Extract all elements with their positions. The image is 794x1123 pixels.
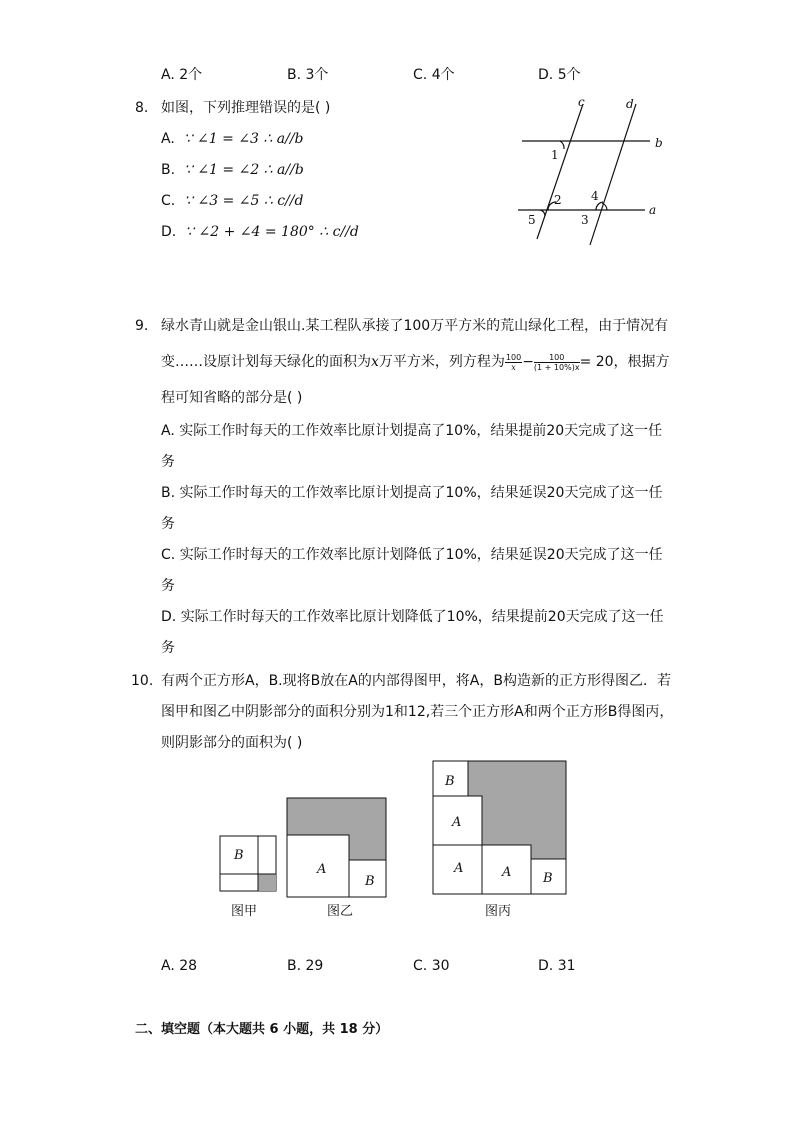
q9-line2: 变……设原计划每天绿化的面积为x万平方米，列方程为 $\frac{100}{x}$ − $\frac{100}{(1 + 10\%)x}$ = 20，根据方 <box>161 352 670 372</box>
figure-jia <box>219 835 279 893</box>
yi-label-b: B <box>365 874 375 889</box>
label-3: 3 <box>581 213 589 227</box>
q9-number: 9. <box>135 318 149 334</box>
yi-label-a: A <box>317 862 327 877</box>
bing-label-a3: A <box>502 865 512 880</box>
q10-option-c: C. 30 <box>413 958 450 974</box>
q8-stem: 如图，下列推理错误的是( ) <box>161 100 331 116</box>
jia-shaded-region <box>258 874 276 891</box>
label-a: a <box>649 203 657 217</box>
angle5-arc <box>540 210 545 216</box>
q9-option-a-cont: 务 <box>161 454 175 470</box>
bing-label-b2: B <box>543 871 553 886</box>
label-b: b <box>655 136 663 150</box>
q9-line1: 绿水青山就是金山银山.某工程队承接了100万平方米的荒山绿化工程，由于情况有 <box>161 318 669 334</box>
q9-option-c-cont: 务 <box>161 578 175 594</box>
q9-option-d: D. 实际工作时每天的工作效率比原计划降低了10%，结果提前20天完成了这一任 <box>161 609 664 625</box>
label-2: 2 <box>554 193 562 207</box>
q7-option-c: C. 4个 <box>413 67 455 83</box>
angle1-arc <box>560 141 564 149</box>
q9-option-d-cont: 务 <box>161 640 175 656</box>
q9-line3: 程可知省略的部分是( ) <box>161 390 303 406</box>
q10-number: 10. <box>131 673 154 689</box>
q8-option-b: B. ∵ ∠1 = ∠2 ∴ a//b <box>161 162 304 178</box>
q8-figure-parallel-lines <box>510 92 680 252</box>
bing-label-b1: B <box>445 774 455 789</box>
q10-line3: 则阴影部分的面积为( ) <box>161 735 303 751</box>
section2-title: 二、填空题（本大题共 6 小题，共 18 分） <box>135 1022 389 1037</box>
label-d: d <box>626 97 634 111</box>
q8-number: 8. <box>135 100 149 116</box>
caption-jia: 图甲 <box>231 904 258 919</box>
q9-option-b-cont: 务 <box>161 516 175 532</box>
q7-option-a: A. 2个 <box>161 67 203 83</box>
label-5: 5 <box>528 213 536 227</box>
q9-option-a: A. 实际工作时每天的工作效率比原计划提高了10%，结果提前20天完成了这一任 <box>161 423 663 439</box>
figure-yi <box>286 797 388 899</box>
q10-line1: 有两个正方形A，B.现将B放在A的内部得图甲，将A，B构造新的正方形得图乙．若 <box>161 673 671 689</box>
label-1: 1 <box>551 148 559 162</box>
q10-option-a: A. 28 <box>161 958 198 974</box>
line-d <box>590 104 636 245</box>
q10-option-d: D. 31 <box>538 958 576 974</box>
q9-option-c: C. 实际工作时每天的工作效率比原计划降低了10%，结果延误20天完成了这一任 <box>161 547 663 563</box>
q7-option-b: B. 3个 <box>287 67 329 83</box>
q9-fraction-2: $\frac{100}{(1 + 10\%)x}$ <box>533 352 580 372</box>
caption-bing: 图丙 <box>485 904 512 919</box>
q7-option-d: D. 5个 <box>538 67 581 83</box>
line-c <box>537 104 583 239</box>
q10-line2: 图甲和图乙中阴影部分的面积分别为1和12,若三个正方形A和两个正方形B得图丙， <box>161 704 674 720</box>
figure-bing <box>432 760 568 896</box>
q8-option-d: D. ∵ ∠2 + ∠4 = 180° ∴ c//d <box>161 224 359 240</box>
q8-option-a: A. ∵ ∠1 = ∠3 ∴ a//b <box>161 131 304 147</box>
q8-option-c: C. ∵ ∠3 = ∠5 ∴ c//d <box>161 193 304 209</box>
bing-label-a1: A <box>452 815 462 830</box>
jia-label-b: B <box>234 848 244 863</box>
label-c: c <box>578 95 585 109</box>
q9-fraction-1: $\frac{100}{x}$ <box>505 352 522 372</box>
caption-yi: 图乙 <box>327 904 354 919</box>
label-4: 4 <box>591 189 599 203</box>
q9-option-b: B. 实际工作时每天的工作效率比原计划提高了10%，结果延误20天完成了这一任 <box>161 485 663 501</box>
bing-label-a2: A <box>454 861 464 876</box>
q10-option-b: B. 29 <box>287 958 324 974</box>
